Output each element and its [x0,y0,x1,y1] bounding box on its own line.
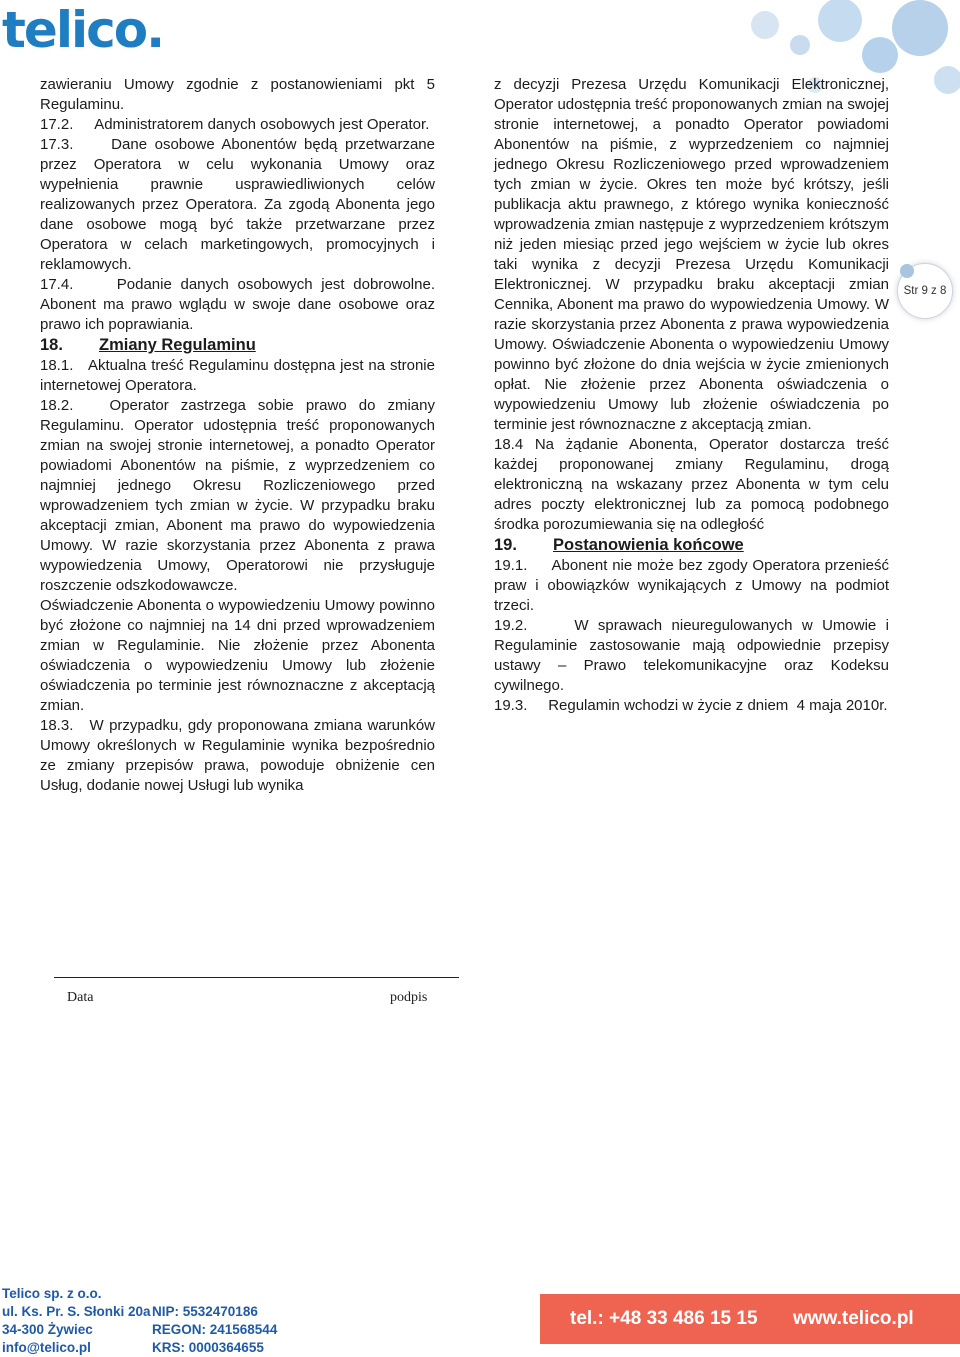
paragraph: 17.4. Podanie danych osobowych jest dobrowolne. Abonent ma prawo wglądu w swoje dane osobowe oraz prawo ich poprawiania. [40,276,435,333]
company-regon: REGON: 241568544 [152,1322,278,1337]
section-number: 18. [40,336,63,354]
company-nip: NIP: 5532470186 [152,1304,258,1319]
paragraph: 17.2. Administratorem danych osobowych jest Operator. [40,116,430,133]
section-title: Postanowienia końcowe [553,536,744,554]
logo-dot: . [146,1,164,59]
company-name: Telico sp. z o.o. [2,1286,102,1301]
contact-phone: tel.: +48 33 486 15 15 [570,1308,758,1329]
company-email: info@telico.pl [2,1340,91,1355]
right-column [494,75,889,716]
paragraph: 18.3. W przypadku, gdy proponowana zmiana warunków Umowy określonych w Regulaminie wynika bezpośrednio ze zmiany przepisów prawa, powoduje obniżenie cen Usług, dodanie nowej Usługi lub wynika [40,717,435,794]
paragraph: z decyzji Prezesa Urzędu Komunikacji Elektronicznej, Operator udostępnia treść proponowanych zmian na swojej stronie internetowej, a ponadto Operator powiadomi Abonentów na piśmie, z wyprzedzeniem co najmniej jednego Okresu Rozliczeniowego przed wprowadzeniem tych zmian w życie. Okres ten może być krótszy, jeśli publikacja aktu prawnego, z którego wynika konieczność wprowadzenia zmian następuje z wyprzedzeniem krótszym niż jeden miesiąc przed jego wejściem w życie lub okres taki wynika z decyzji Prezesa Urzędu Komunikacji Elektronicznej. W przypadku braku akceptacji zmian Cennika, Abonent ma prawo do wypowiedzenia Umowy. W razie skorzystania przez Abonenta z prawa wypowiedzenia Umowy. Oświadczenie Abonenta o wypowiedzeniu Umowy powinno być złożone do dnia wejścia w życie zmienionych opłat. Nie złożenie przez Abonenta oświadczenia o wypowiedzeniu Umowy lub złożenie oświadczenia po terminie jest równoznaczne z akceptacją zmian. [494,76,889,433]
paragraph: 17.3. Dane osobowe Abonentów będą przetwarzane przez Operatora w celu wykonania Umowy oraz wypełnienia prawnie usprawiedliwionych celów realizowanych przez Operatora. Za zgodą Abonenta jego dane osobowe mogą być także przetwarzane przez Operatora w celach marketingowych, promocyjnych i reklamowych. [40,136,435,273]
page-number-text: Str 9 z 8 [903,285,947,297]
paragraph: 18.2. Operator zastrzega sobie prawo do zmiany Regulaminu. Operator udostępnia treść proponowanych zmian na swojej stronie internetowej, a ponadto Operator powiadomi Abonentów na piśmie, z wyprzedzeniem co najmniej jednego Okresu Rozliczeniowego przed wprowadzeniem tych zmian w życie. W przypadku braku akceptacji zmian, Abonent ma prawo do wypowiedzenia Umowy. W razie skorzystania przez Abonenta z prawa wypowiedzenia Umowy, Operatorowi nie przysługuje roszczenie odszkodowawcze. [40,397,435,594]
paragraph: 18.4 Na żądanie Abonenta, Operator dostarcza treść każdej proponowanej zmiany Regulaminu, drogą elektroniczną na wskazany przez Abonenta w tym celu adres poczty elektronicznej lub za pomocą podobnego środka porozumiewania się na odległość [494,436,889,533]
paragraph: 19.3. Regulamin wchodzi w życie z dniem 4 maja 2010r. [494,697,888,714]
section-18-heading [40,335,435,356]
telico-logo [2,2,163,58]
company-city: 34-300 Żywiec [2,1322,93,1337]
section-number: 19. [494,536,517,554]
signature-label: podpis [390,990,428,1005]
footer-company-info [2,1285,151,1357]
signature-line [54,977,459,978]
paragraph: 19.2. W sprawach nieuregulowanych w Umowie i Regulaminie zastosowanie mają odpowiednie przepisy ustawy – Prawo telekomunikacyjne oraz Kodeksu cywilnego. [494,617,889,694]
date-label: Data [67,990,94,1005]
paragraph: zawieraniu Umowy zgodnie z postanowieniami pkt 5 Regulaminu. [40,76,435,113]
footer-registry-info [152,1303,277,1357]
paragraph: 18.1. Aktualna treść Regulaminu dostępna jest na stronie internetowej Operatora. [40,357,435,394]
badge-decoration-icon [900,264,914,278]
left-column [40,75,435,796]
paragraph: Oświadczenie Abonenta o wypowiedzeniu Umowy powinno być złożone co najmniej na 14 dni przed wprowadzeniem zmian w Regulaminie. Nie złożenie przez Abonenta oświadczenia o wypowiedzeniu Umowy lub złożenie oświadczenia po terminie jest równoznaczne z akceptacją zmian. [40,597,435,714]
logo-text: telico [2,1,147,59]
page-number-badge [897,263,953,319]
company-street: ul. Ks. Pr. S. Słonki 20a [2,1304,151,1319]
section-19-heading [494,535,889,556]
footer-contact-bar [540,1294,960,1344]
contact-website: www.telico.pl [793,1308,914,1329]
company-krs: KRS: 0000364655 [152,1340,264,1355]
paragraph: 19.1. Abonent nie może bez zgody Operatora przenieść praw i obowiązków wynikających z Umowy na podmiot trzeci. [494,557,889,614]
section-title: Zmiany Regulaminu [99,336,256,354]
